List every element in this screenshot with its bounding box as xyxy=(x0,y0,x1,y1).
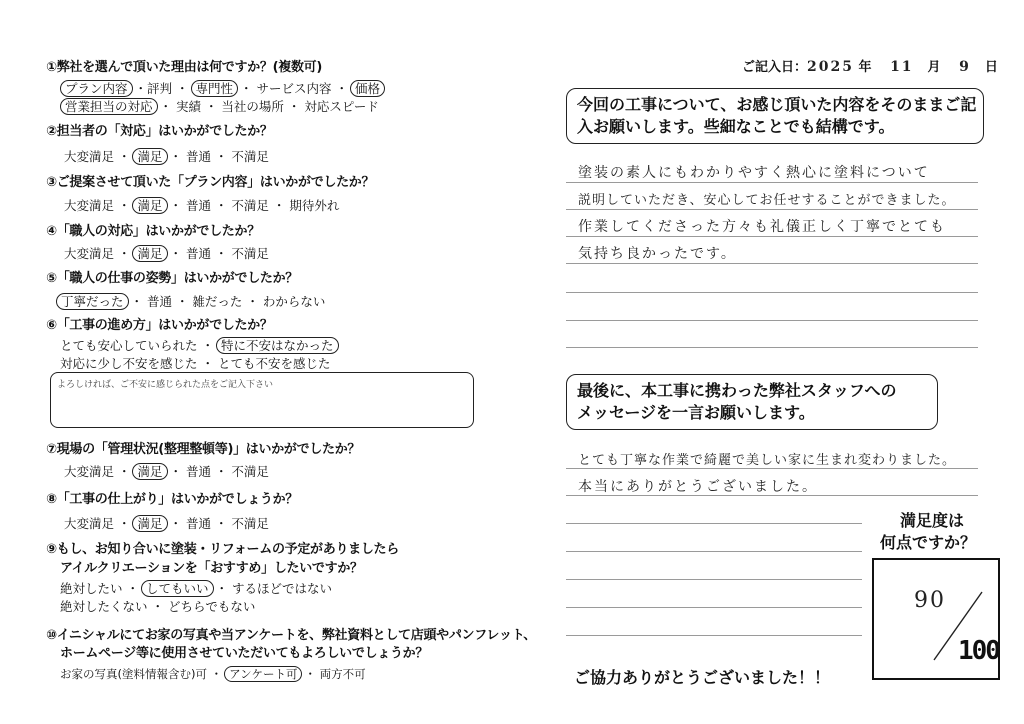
q7-title: ⑦現場の「管理状況(整理整頓等)」はいかがでしたか？ xyxy=(46,442,361,457)
q2-title: ②担当者の「対応」はいかがでしたか？ xyxy=(46,124,273,139)
date-year: 2025 xyxy=(807,59,854,75)
q2-option-satisfied-circled[interactable]: 満足 xyxy=(132,148,167,165)
q8-options xyxy=(64,514,269,532)
q6-comment-box-label: よろしければ、ご不安に感じられた点をご記入下さい xyxy=(57,380,274,390)
q6-comment-box[interactable] xyxy=(50,372,474,428)
q6-options-row2[interactable]: 対応に少し不安を感じた ・ とても不安を感じた xyxy=(60,356,331,371)
q4-option-rest[interactable]: ・ 普通 ・ 不満足 xyxy=(169,246,269,261)
q6-option-no-concern-circled[interactable]: 特に不安はなかった xyxy=(216,337,339,354)
q7-option-very-satisfied[interactable]: 大変満足 ・ xyxy=(64,464,131,479)
q7-option-rest[interactable]: ・ 普通 ・ 不満足 xyxy=(169,464,269,479)
comment-prompt-box xyxy=(566,88,984,144)
q8-option-rest[interactable]: ・ 普通 ・ 不満足 xyxy=(169,516,269,531)
q1-option-expertise-circled[interactable]: 専門性 xyxy=(191,80,239,97)
q6-option-very-reassured[interactable]: とても安心していられた ・ xyxy=(60,338,214,353)
q3-option-satisfied-circled[interactable]: 満足 xyxy=(132,197,167,214)
q10-title-line1: ⑩イニシャルにてお家の写真や当アンケートを、弊社資料として店頭やパンフレット、 xyxy=(46,628,536,643)
q9-option-not-really[interactable]: ・ するほどではない xyxy=(215,581,332,596)
thanks-message: ご協力ありがとうございました！！ xyxy=(574,668,831,687)
q3-option-very-satisfied[interactable]: 大変満足 ・ xyxy=(64,198,131,213)
q4-option-very-satisfied[interactable]: 大変満足 ・ xyxy=(64,246,131,261)
q9-options-row2[interactable]: 絶対したくない ・ どちらでもない xyxy=(60,599,256,614)
q9-title-line2: アイルクリエーションを「おすすめ」したいですか？ xyxy=(60,561,363,576)
q1-option-others[interactable]: ・ 実績 ・ 当社の場所 ・ 対応スピード xyxy=(159,99,379,114)
date-field[interactable] xyxy=(742,56,998,75)
score-value: 90 xyxy=(914,588,946,613)
comment-prompt-line2: 入お願いします。些細なことでも結構です。 xyxy=(577,117,895,136)
message-prompt-box xyxy=(566,374,938,430)
q9-options-row1 xyxy=(60,579,332,597)
q2-option-rest[interactable]: ・ 普通 ・ 不満足 xyxy=(169,149,269,164)
q5-option-careful-circled[interactable]: 丁寧だった xyxy=(56,293,129,310)
q3-title: ③ご提案させて頂いた「プラン内容」はいかがでしたか？ xyxy=(46,175,375,190)
q1-option-service[interactable]: ・ サービス内容 ・ xyxy=(240,81,348,96)
q1-option-sales-circled[interactable]: 営業担当の対応 xyxy=(60,98,158,115)
q8-title: ⑧「工事の仕上がり」はいかがでしょうか？ xyxy=(46,492,299,507)
message-text-line2: 本当にありがとうございました。 xyxy=(578,479,818,495)
q1-title: ①弊社を選んで頂いた理由は何ですか？(複数可) xyxy=(46,60,322,75)
q9-option-maybe-circled[interactable]: してもいい xyxy=(141,580,214,597)
message-text-line1: とても丁寧な作業で綺麗で美しい家に生まれ変わりました。 xyxy=(578,453,957,468)
comment-text-line4: 気持ち良かったです。 xyxy=(578,246,737,262)
comment-text-line1: 塗装の素人にもわかりやすく熱心に塗料について xyxy=(578,165,930,181)
q3-options xyxy=(64,196,339,214)
q4-option-satisfied-circled[interactable]: 満足 xyxy=(132,245,167,262)
q7-option-satisfied-circled[interactable]: 満足 xyxy=(132,463,167,480)
q9-title-line1: ⑨もし、お知り合いに塗装・リフォームの予定がありましたら xyxy=(46,542,399,557)
q5-title: ⑤「職人の仕事の姿勢」はいかがでしたか？ xyxy=(46,271,299,286)
date-label: ご記入日： xyxy=(742,60,808,75)
date-day-unit: 日 xyxy=(984,60,998,75)
q5-option-rest[interactable]: ・ 普通 ・ 雑だった ・ わからない xyxy=(130,294,326,309)
q10-option-neither[interactable]: ・ 両方不可 xyxy=(304,667,366,681)
score-label-line1: 満足度は xyxy=(900,511,965,530)
q4-options xyxy=(64,244,269,262)
q1-option-reputation[interactable]: ・評判 ・ xyxy=(134,81,189,96)
score-box[interactable] xyxy=(872,558,1000,680)
q10-title-line2: ホームページ等に使用させていただいてもよろしいでしょうか？ xyxy=(60,646,429,661)
date-day: 9 xyxy=(959,59,971,75)
comment-prompt-line1: 今回の工事について、お感じ頂いた内容をそのままご記 xyxy=(577,95,977,114)
q6-options-row1 xyxy=(60,336,341,354)
message-prompt-line1: 最後に、本工事に携わった弊社スタッフへの xyxy=(577,381,897,400)
score-max: 100 xyxy=(958,636,999,666)
score-label-line2: 何点ですか？ xyxy=(880,533,977,552)
q4-title: ④「職人の対応」はいかがでしたか？ xyxy=(46,224,260,239)
q1-options-row1 xyxy=(58,79,387,97)
q1-option-price-circled[interactable]: 価格 xyxy=(350,80,385,97)
q1-options-row2 xyxy=(58,97,379,115)
q9-option-definitely[interactable]: 絶対したい ・ xyxy=(60,581,139,596)
q10-option-photo[interactable]: お家の写真(塗料情報含む)可 ・ xyxy=(60,667,223,681)
comment-text-line3: 作業してくださった方々も礼儀正しく丁寧でとても xyxy=(578,219,946,235)
q5-options xyxy=(54,292,325,310)
q10-option-survey-circled[interactable]: アンケート可 xyxy=(224,666,302,682)
date-year-unit: 年 xyxy=(858,60,872,75)
q2-options xyxy=(64,147,269,165)
q3-option-rest[interactable]: ・ 普通 ・ 不満足 ・ 期待外れ xyxy=(169,198,340,213)
q6-title: ⑥「工事の進め方」はいかがでしたか？ xyxy=(46,318,273,333)
q10-options xyxy=(60,666,366,682)
message-prompt-line2: メッセージを一言お願いします。 xyxy=(577,403,815,422)
q7-options xyxy=(64,462,269,480)
date-month: 11 xyxy=(890,59,914,75)
comment-text-line2: 説明していただき、安心してお任せすることができました。 xyxy=(578,193,956,208)
date-month-unit: 月 xyxy=(927,60,941,75)
q2-option-very-satisfied[interactable]: 大変満足 ・ xyxy=(64,149,131,164)
q8-option-very-satisfied[interactable]: 大変満足 ・ xyxy=(64,516,131,531)
q8-option-satisfied-circled[interactable]: 満足 xyxy=(132,515,167,532)
q1-option-plan-circled[interactable]: プラン内容 xyxy=(60,80,133,97)
